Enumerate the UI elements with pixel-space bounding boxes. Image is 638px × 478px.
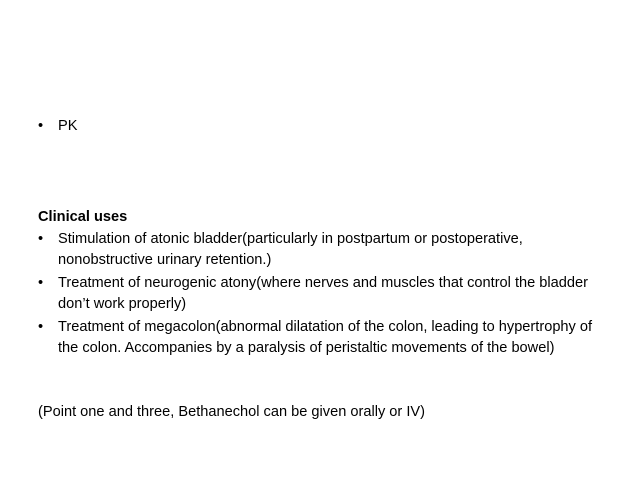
administration-note: (Point one and three, Bethanechol can be given orally or IV) xyxy=(38,404,425,420)
clinical-uses-list xyxy=(38,229,598,359)
list-item xyxy=(38,273,598,315)
bullet-icon: • xyxy=(38,231,44,247)
list-item-text: Treatment of neurogenic atony(where nerves and muscles that control the bladder don’t work properly) xyxy=(58,275,588,312)
bullet-icon: • xyxy=(38,319,44,335)
list-item-text: Stimulation of atonic bladder(particularly in postpartum or postoperative, nonobstructive urinary retention.) xyxy=(58,231,523,268)
bullet-icon: • xyxy=(38,118,44,134)
clinical-uses-section xyxy=(38,207,598,361)
pk-label: PK xyxy=(58,118,78,134)
bullet-icon: • xyxy=(38,275,44,291)
clinical-uses-heading: Clinical uses xyxy=(38,209,128,225)
list-item xyxy=(38,317,598,359)
pk-section xyxy=(38,116,598,137)
list-item xyxy=(38,229,598,271)
list-item-text: Treatment of megacolon(abnormal dilatation of the colon, leading to hypertrophy of the colon. Accompanies by a paralysis of peristaltic movements of the bowel) xyxy=(58,319,593,356)
pk-bullet-item xyxy=(38,116,598,137)
